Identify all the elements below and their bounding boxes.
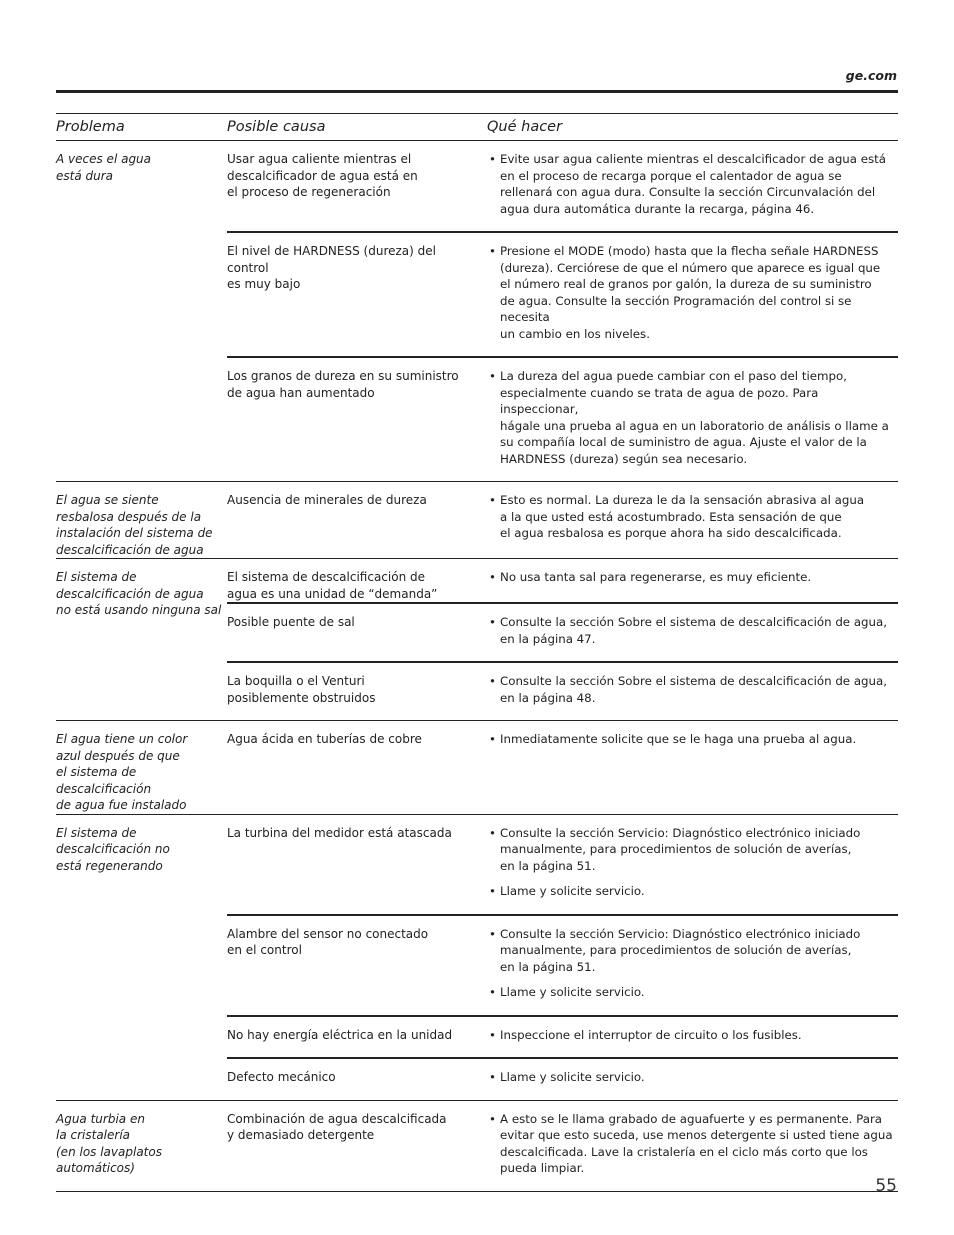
- action-cell: [487, 815, 898, 914]
- table-header: [56, 113, 898, 141]
- table-row: [227, 914, 898, 1015]
- cause-text: La boquilla o el Venturi posiblemente obstruidos: [227, 674, 376, 705]
- action-cell: [487, 604, 898, 661]
- action-item: [487, 825, 898, 875]
- problem-group: [56, 721, 898, 815]
- action-item: [487, 1111, 898, 1177]
- action-item: [487, 1027, 898, 1044]
- cause-rows: [227, 815, 898, 1100]
- table-row: [227, 482, 898, 556]
- table-row: [227, 1057, 898, 1100]
- cause-text: Defecto mecánico: [227, 1070, 336, 1084]
- action-text: Llame y solicite servicio.: [500, 884, 645, 898]
- action-text: Inspeccione el interruptor de circuito o los fusibles.: [500, 1027, 802, 1042]
- action-text: Llame y solicite servicio.: [500, 1070, 645, 1084]
- bullet-icon: •: [489, 1027, 496, 1042]
- action-text: La dureza del agua puede cambiar con el paso del tiempo, especialmente cuando se trata de agua de pozo. Para inspeccionar, hágale una prueba al agua en un laboratorio de análisis o llame a su compañía local de suministro de agua. Ajuste el valor de la HARDNESS (dureza) según sea necesario.: [500, 369, 889, 466]
- action-text: Inmediatamente solicite que se le haga una prueba al agua.: [500, 732, 857, 746]
- table-row: [227, 661, 898, 720]
- action-cell: [487, 358, 898, 481]
- problem-text: El sistema de descalcificación de agua no está usando ninguna sal: [56, 570, 222, 617]
- bullet-icon: •: [489, 244, 496, 258]
- cause-rows: [227, 1101, 898, 1191]
- cause-text: Alambre del sensor no conectado en el control: [227, 926, 429, 957]
- action-item: [487, 243, 898, 342]
- bullet-icon: •: [489, 985, 496, 999]
- site-url: ge.com: [845, 68, 897, 83]
- cause-text: Agua ácida en tuberías de cobre: [227, 732, 422, 746]
- cause-text: No hay energía eléctrica en la unidad: [227, 1027, 453, 1042]
- action-item: [487, 883, 898, 900]
- cause-rows: [227, 721, 898, 814]
- action-cell: [487, 482, 898, 556]
- cause-text: El sistema de descalcificación de agua es una unidad de “demanda”: [227, 570, 438, 601]
- problem-group: [56, 482, 898, 559]
- bullet-icon: •: [489, 884, 496, 898]
- header-problem: Problema: [56, 119, 125, 135]
- bullet-icon: •: [489, 369, 496, 383]
- bullet-icon: •: [489, 732, 496, 746]
- bullet-icon: •: [489, 152, 496, 166]
- bullet-icon: •: [489, 615, 496, 629]
- table-row: [227, 559, 898, 602]
- cause-text: Usar agua caliente mientras el descalcificador de agua está en el proceso de regeneración: [227, 152, 418, 199]
- cause-rows: [227, 141, 898, 481]
- action-text: A esto se le llama grabado de aguafuerte y es permanente. Para evitar que esto suceda, use menos detergente si usted tiene agua descalcificada. Lave la cristalería en el ciclo más corto que los pueda limpiar.: [500, 1111, 893, 1175]
- problem-group: [56, 1101, 898, 1192]
- action-text: Consulte la sección Sobre el sistema de descalcificación de agua, en la página 47.: [500, 615, 887, 646]
- action-text: Evite usar agua caliente mientras el descalcificador de agua está en el proceso de recarga porque el calentador de agua se rellenará con agua dura. Consulte la sección Circunvalación del agua dura automática durante la recarga, página 46.: [500, 152, 887, 216]
- action-cell: [487, 1059, 898, 1100]
- action-cell: [487, 916, 898, 1015]
- action-text: Consulte la sección Servicio: Diagnóstico electrónico iniciado manualmente, para procedimientos de solución de averías, en la página 51.: [500, 926, 861, 974]
- troubleshooting-table: [56, 113, 898, 1192]
- action-item: [487, 368, 898, 467]
- table-row: [227, 1015, 898, 1058]
- action-item: [487, 673, 898, 706]
- problem-group: [56, 141, 898, 482]
- action-item: [487, 926, 898, 976]
- action-item: [487, 614, 898, 647]
- bullet-icon: •: [489, 493, 496, 507]
- cause-text: Posible puente de sal: [227, 615, 355, 629]
- problem-text: A veces el agua está dura: [56, 152, 152, 183]
- action-item: [487, 1069, 898, 1086]
- action-cell: [487, 559, 898, 602]
- bullet-icon: •: [489, 1070, 496, 1084]
- action-cell: [487, 721, 898, 762]
- table-row: [227, 721, 898, 762]
- problem-group: [56, 815, 898, 1101]
- action-cell: [487, 663, 898, 720]
- table-row: [227, 602, 898, 661]
- table-row: [227, 1101, 898, 1191]
- table-row: [227, 231, 898, 356]
- action-text: No usa tanta sal para regenerarse, es muy eficiente.: [500, 570, 812, 584]
- bullet-icon: •: [489, 1111, 496, 1126]
- top-rule: [56, 90, 898, 93]
- cause-text: La turbina del medidor está atascada: [227, 825, 452, 840]
- table-row: [227, 356, 898, 481]
- table-row: [227, 815, 898, 914]
- bullet-icon: •: [489, 926, 496, 941]
- problem-text: El agua se siente resbalosa después de la instalación del sistema de descalcificación de agua: [56, 493, 213, 557]
- problem-text: Agua turbia en la cristalería (en los lavaplatos automáticos): [56, 1111, 162, 1175]
- bullet-icon: •: [489, 674, 496, 688]
- action-item: [487, 569, 898, 586]
- problem-group: [56, 559, 898, 721]
- cause-text: Los granos de dureza en su suministro de agua han aumentado: [227, 369, 459, 400]
- cause-text: Combinación de agua descalcificada y demasiado detergente: [227, 1111, 447, 1142]
- action-item: [487, 731, 898, 748]
- table-row: [227, 141, 898, 231]
- action-cell: [487, 233, 898, 356]
- table-body: [56, 141, 898, 1192]
- action-text: Llame y solicite servicio.: [500, 985, 645, 999]
- page-number: 55: [875, 1176, 897, 1196]
- cause-rows: [227, 559, 898, 720]
- problem-text: El agua tiene un color azul después de que el sistema de descalcificación de agua fue instalado: [56, 732, 188, 812]
- bullet-icon: •: [489, 570, 496, 584]
- action-text: Presione el MODE (modo) hasta que la flecha señale HARDNESS (dureza). Cerciórese de que el número que aparece es igual que el número real de granos por galón, la dureza de su suministro de agua. Consulte la sección Programación del control si se necesita un cambio en los niveles.: [500, 244, 881, 341]
- problem-text: El sistema de descalcificación no está regenerando: [56, 825, 170, 873]
- cause-rows: [227, 482, 898, 558]
- cause-text: Ausencia de minerales de dureza: [227, 493, 427, 507]
- action-text: Consulte la sección Servicio: Diagnóstico electrónico iniciado manualmente, para procedimientos de solución de averías, en la página 51.: [500, 825, 861, 873]
- action-cell: [487, 1017, 898, 1058]
- bullet-icon: •: [489, 825, 496, 840]
- action-text: Consulte la sección Sobre el sistema de descalcificación de agua, en la página 48.: [500, 674, 887, 705]
- action-item: [487, 151, 898, 217]
- action-cell: [487, 1101, 898, 1191]
- cause-text: El nivel de HARDNESS (dureza) del control es muy bajo: [227, 244, 436, 291]
- header-action: Qué hacer: [487, 119, 563, 135]
- header-cause: Posible causa: [227, 119, 326, 135]
- action-text: Esto es normal. La dureza le da la sensación abrasiva al agua a la que usted está acostumbrado. Esta sensación de que el agua resbalosa es porque ahora ha sido descalcificada.: [500, 493, 865, 540]
- action-cell: [487, 141, 898, 231]
- action-item: [487, 984, 898, 1001]
- action-item: [487, 492, 898, 542]
